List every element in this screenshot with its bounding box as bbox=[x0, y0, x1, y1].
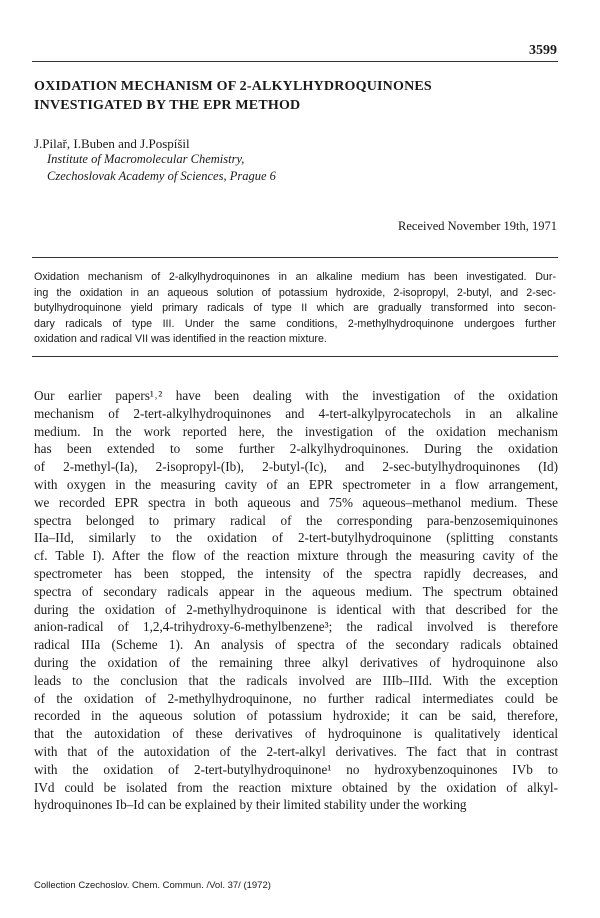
abstract-line: oxidation and radical VII was identified in the reaction mixture. bbox=[34, 333, 327, 346]
title-line: OXIDATION MECHANISM OF 2-ALKYLHYDROQUINONES bbox=[34, 79, 432, 94]
abstract-line: ing the oxidation in an aqueous solution of potassium hydroxide, 2-isopropyl, 2-butyl, and 2-sec- bbox=[34, 286, 556, 299]
body-line: during the oxidation of the remaining three alkyl derivatives of hydroquinone also bbox=[34, 654, 558, 670]
authors: J.Pilař, I.Buben and J.Pospíšil bbox=[34, 136, 190, 151]
body-line: anion-radical of 1,2,4-trihydroxy-6-methylbenzene³; the radical involved is therefore bbox=[34, 619, 558, 635]
abstract-line: butylhydroquinone yield primary radicals of type II which are gradually transformed into secon- bbox=[34, 302, 556, 315]
body-line: of 2-methyl-(Ia), 2-isopropyl-(Ib), 2-butyl-(Ic), and 2-sec-butylhydroquinones (Id) bbox=[34, 459, 558, 475]
affiliation-line: Institute of Macromolecular Chemistry, bbox=[47, 152, 245, 166]
body-line: of the oxidation of 2-methylhydroquinone, no further radical intermediates could be bbox=[34, 690, 558, 706]
abstract-line: Oxidation mechanism of 2-alkylhydroquinones in an alkaline medium has been investigated. Dur- bbox=[34, 271, 556, 283]
body-line: spectrometer has been stopped, the intensity of the spectra rapidly decreases, and bbox=[34, 565, 558, 581]
body-line: has been extended to some further 2-alkylhydroquinones. During the oxidation bbox=[34, 441, 558, 457]
body-line: medium. In the work reported here, the investigation of the oxidation mechanism bbox=[34, 423, 558, 439]
header-rule bbox=[32, 61, 558, 62]
abstract-top-rule bbox=[32, 257, 558, 258]
abstract-line: dary radicals of type III. Under the same conditions, 2-methylhydroquinone undergoes further bbox=[34, 317, 556, 330]
body-line: with oxygen in the measuring cavity of an EPR spectrometer in a flow arrangement, bbox=[34, 476, 558, 492]
body-line: IIa–IId, similarly to the oxidation of 2-tert-butylhydroquinone (splitting constants bbox=[34, 530, 558, 546]
page-number: 3599 bbox=[529, 43, 557, 58]
body-line: cf. Table I). After the flow of the reaction mixture through the measuring cavity of the bbox=[34, 548, 558, 564]
body-line: during the oxidation of 2-methylhydroquinone is identical with that described for the bbox=[34, 601, 558, 617]
body-text bbox=[34, 387, 558, 814]
body-line: leads to the conclusion that the radicals involved are IIIb–IIId. With the exception bbox=[34, 672, 558, 688]
body-line: hydroquinones Ib–Id can be explained by their limited stability under the working bbox=[34, 797, 467, 813]
body-line: IVd could be isolated from the reaction mixture obtained by the oxidation of alkyl- bbox=[34, 779, 558, 795]
received-date: Received November 19th, 1971 bbox=[398, 219, 557, 233]
affiliation-line: Czechoslovak Academy of Sciences, Prague 6 bbox=[47, 169, 276, 183]
body-line: spectra of secondary radicals appear in the aqueous medium. The spectrum obtained bbox=[34, 583, 558, 599]
body-line: with the oxidation of 2-tert-butylhydroquinone¹ no hydroxybenzoquinones IVb to bbox=[34, 761, 558, 777]
body-line: spectra belonged to primary radical of the corresponding para-benzosemiquinones bbox=[34, 512, 558, 528]
body-line: that the autoxidation of these derivatives of hydroquinone is qualitatively identical bbox=[34, 726, 558, 742]
body-line: with that of the autoxidation of the 2-tert-alkyl derivatives. The fact that in contrast bbox=[34, 743, 558, 759]
body-line: we recorded EPR spectra in both aqueous and 75% aqueous–methanol medium. These bbox=[34, 494, 558, 510]
body-line: Our earlier papers¹˒² have been dealing with the investigation of the oxidation bbox=[34, 388, 558, 403]
abstract-bottom-rule bbox=[32, 356, 558, 357]
journal-footer: Collection Czechoslov. Chem. Commun. /Vol. 37/ (1972) bbox=[34, 880, 271, 891]
body-line: radical IIIa (Scheme 1). An analysis of spectra of the secondary radicals obtained bbox=[34, 637, 558, 653]
abstract bbox=[34, 270, 556, 348]
body-line: mechanism of 2-tert-alkylhydroquinones and 4-tert-alkylpyrocatechols in an alkaline bbox=[34, 405, 558, 421]
title-line: INVESTIGATED BY THE EPR METHOD bbox=[34, 98, 301, 113]
affiliation bbox=[47, 151, 276, 185]
body-line: recorded in the aqueous solution of potassium hydroxide; it can be said, therefore, bbox=[34, 708, 558, 724]
article-title bbox=[34, 77, 554, 115]
